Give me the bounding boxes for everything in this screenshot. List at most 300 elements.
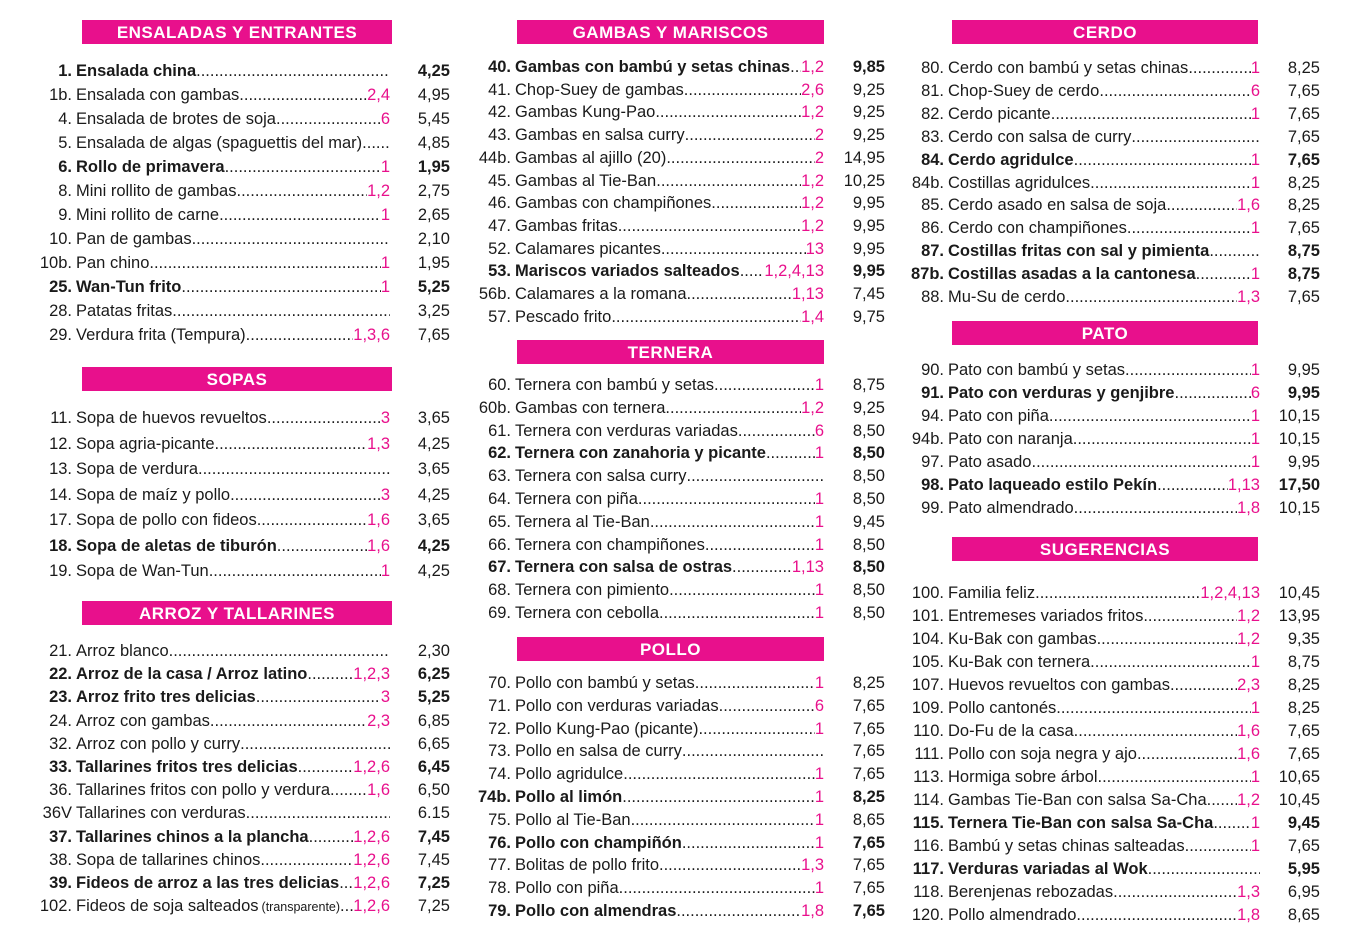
dot-leader: [738, 420, 815, 442]
item-number: 24.: [49, 712, 72, 730]
item-name: Sopa de pollo con fideos: [76, 511, 257, 529]
item-name: Ku-Bak con ternera: [948, 653, 1091, 671]
item-name: Sopa de aletas de tiburón: [76, 537, 277, 555]
item-price: 5,95: [1287, 860, 1320, 878]
dot-leader: [1209, 240, 1260, 262]
menu-item: [466, 786, 885, 808]
item-number: 10b.: [39, 254, 72, 272]
menu-item: [900, 697, 1320, 719]
dot-leader: [655, 101, 801, 123]
dot-leader: [1196, 263, 1251, 285]
item-price: 9,75: [852, 308, 885, 326]
menu-item: [30, 802, 450, 824]
item-number: 107.: [911, 676, 944, 694]
item-name: Arroz frito tres delicias: [76, 688, 256, 706]
dot-leader: [1137, 743, 1237, 765]
dot-leader: [172, 300, 390, 322]
item-number: 22.: [49, 665, 72, 683]
item-name: Ku-Bak con gambas: [948, 630, 1097, 648]
menu-item: [30, 433, 450, 455]
menu-item: [900, 766, 1320, 788]
dot-leader: [618, 215, 801, 237]
item-name: Pollo al limón: [515, 788, 623, 806]
menu-item: [30, 509, 450, 531]
dot-leader: [149, 252, 380, 274]
item-allergens: 1: [380, 158, 390, 176]
item-allergens: 3: [380, 486, 390, 504]
item-price: 4,25: [417, 62, 450, 80]
dot-leader: [1175, 382, 1251, 404]
item-number: 1.: [58, 62, 72, 80]
item-name: Mini rollito de gambas: [76, 182, 237, 200]
menu-item: [30, 640, 450, 662]
item-price: 9,95: [1287, 384, 1320, 402]
item-number: 19.: [49, 562, 72, 580]
dot-leader: [684, 79, 801, 101]
item-price: 8,50: [852, 490, 885, 508]
item-number: 113.: [913, 768, 944, 786]
item-price: 10,45: [1278, 584, 1320, 602]
dot-leader: [1170, 674, 1237, 696]
dot-leader: [1031, 451, 1250, 473]
menu-item: [466, 79, 885, 101]
menu-item: [900, 428, 1320, 450]
menu-item: [900, 80, 1320, 102]
dot-leader: [1090, 172, 1251, 194]
item-name: Pollo Kung-Pao (picante): [515, 720, 699, 738]
menu-item: [466, 238, 885, 260]
item-price: 8,25: [1287, 174, 1320, 192]
item-number: 23.: [49, 688, 72, 706]
section-header-pato: PATO: [952, 321, 1258, 345]
item-number: 94.: [921, 407, 944, 425]
dot-leader: [330, 779, 367, 801]
menu-item: [900, 835, 1320, 857]
item-price: 8,75: [1287, 653, 1320, 671]
item-number: 40.: [488, 58, 511, 76]
item-price: 3,65: [417, 460, 450, 478]
dot-leader: [257, 509, 367, 531]
menu-item: [900, 217, 1320, 239]
item-allergens: 1,3: [1237, 883, 1260, 901]
item-allergens: 1: [1250, 453, 1260, 471]
item-name: Verduras variadas al Wok: [948, 860, 1148, 878]
menu-item: [30, 484, 450, 506]
item-name: Arroz de la casa / Arroz latino: [76, 665, 308, 683]
item-price: 13,95: [1278, 607, 1320, 625]
item-number: 46.: [488, 194, 511, 212]
item-number: 110.: [913, 722, 944, 740]
item-name: Tallarines chinos a la plancha: [76, 828, 309, 846]
item-number: 63.: [488, 467, 511, 485]
item-number: 87b.: [910, 265, 944, 283]
item-name: Pato asado: [948, 453, 1032, 471]
menu-item: [466, 215, 885, 237]
dot-leader: [1065, 286, 1237, 308]
item-name: Tallarines con verduras: [76, 804, 246, 822]
dot-leader: [714, 374, 815, 396]
item-price: 8,25: [852, 788, 885, 806]
item-price: 9,25: [852, 103, 885, 121]
item-allergens: 1,2,4,13: [1200, 584, 1260, 602]
menu-item: [466, 124, 885, 146]
item-allergens: 1,13: [1227, 476, 1260, 494]
item-price: 10,25: [843, 172, 885, 190]
menu-item: [30, 252, 450, 274]
item-name: Pato laqueado estilo Pekín: [948, 476, 1158, 494]
menu-item: [30, 407, 450, 429]
dot-leader: [198, 458, 390, 480]
dot-leader: [1097, 628, 1237, 650]
item-allergens: 1,13: [791, 285, 824, 303]
item-price: 10,15: [1278, 407, 1320, 425]
item-price: 2,65: [417, 206, 450, 224]
menu-item: [466, 534, 885, 556]
item-price: 7,45: [417, 851, 450, 869]
dot-leader: [196, 60, 390, 82]
menu-item: [900, 359, 1320, 381]
item-name: Berenjenas rebozadas: [948, 883, 1114, 901]
item-price: 7,25: [417, 874, 450, 892]
item-allergens: 1: [1250, 219, 1260, 237]
item-name: Gambas con ternera: [515, 399, 666, 417]
dot-leader: [705, 534, 815, 556]
item-allergens: 1,6: [367, 781, 390, 799]
dot-leader: [1097, 766, 1250, 788]
item-number: 13.: [49, 460, 72, 478]
menu-item: [466, 56, 885, 78]
item-price: 8,25: [1287, 676, 1320, 694]
item-allergens: 1,8: [1237, 906, 1260, 924]
item-number: 33.: [49, 758, 72, 776]
dot-leader: [309, 826, 354, 848]
item-number: 53.: [488, 262, 511, 280]
item-number: 8.: [58, 182, 72, 200]
item-number: 88.: [921, 288, 944, 306]
item-allergens: 6: [1250, 82, 1260, 100]
item-price: 7,65: [1287, 219, 1320, 237]
item-price: 7,65: [852, 765, 885, 783]
item-name: Pollo agridulce: [515, 765, 624, 783]
item-number: 43.: [488, 126, 511, 144]
item-note: (transparente): [261, 900, 341, 914]
item-allergens: 1,2: [801, 217, 824, 235]
menu-item: [466, 672, 885, 694]
menu-item: [30, 686, 450, 708]
menu-item: [466, 442, 885, 464]
dot-leader: [661, 238, 806, 260]
dot-leader: [219, 204, 381, 226]
menu-item: [30, 276, 450, 298]
item-number: 85.: [921, 196, 944, 214]
item-allergens: 1: [814, 581, 824, 599]
menu-item: [900, 382, 1320, 404]
menu-item: [900, 149, 1320, 171]
dot-leader: [659, 602, 815, 624]
menu-item: [900, 474, 1320, 496]
item-price: 14,95: [843, 149, 885, 167]
item-number: 97.: [921, 453, 944, 471]
item-price: 8,25: [1287, 196, 1320, 214]
item-name: Pollo con almendras: [515, 902, 677, 920]
menu-item: [900, 651, 1320, 673]
dot-leader: [611, 306, 801, 328]
item-allergens: 1,6: [367, 511, 390, 529]
item-allergens: 6: [380, 110, 390, 128]
menu-item: [30, 710, 450, 732]
item-price: 7,65: [1287, 82, 1320, 100]
item-number: 17.: [49, 511, 72, 529]
dot-leader: [682, 832, 815, 854]
item-allergens: 1: [380, 206, 390, 224]
item-price: 2,75: [417, 182, 450, 200]
dot-leader: [1157, 474, 1228, 496]
item-name: Cerdo con salsa de curry: [948, 128, 1132, 146]
item-allergens: 1: [814, 376, 824, 394]
item-name: Rollo de primavera: [76, 158, 225, 176]
menu-item: [900, 497, 1320, 519]
menu-item: [30, 324, 450, 346]
item-price: 8,50: [852, 558, 885, 576]
item-name: Cerdo picante: [948, 105, 1051, 123]
item-name: Cerdo asado en salsa de soja: [948, 196, 1167, 214]
dot-leader: [1166, 194, 1237, 216]
item-allergens: 1,2: [801, 399, 824, 417]
item-price: 4,25: [417, 537, 450, 555]
dot-leader: [682, 740, 824, 762]
section-header-ensaladas-y-entrantes: ENSALADAS Y ENTRANTES: [82, 20, 392, 44]
dot-leader: [1090, 651, 1251, 673]
item-allergens: 1,2: [801, 172, 824, 190]
item-price: 7,65: [1287, 105, 1320, 123]
item-price: 10,65: [1278, 768, 1320, 786]
item-number: 74.: [488, 765, 511, 783]
dot-leader: [1143, 605, 1237, 627]
item-price: 7,65: [852, 834, 885, 852]
dot-leader: [1074, 720, 1237, 742]
item-allergens: 2: [814, 149, 824, 167]
menu-item: [30, 156, 450, 178]
item-number: 78.: [488, 879, 511, 897]
dot-leader: [1188, 57, 1251, 79]
item-price: 8,65: [852, 811, 885, 829]
item-allergens: 1: [814, 490, 824, 508]
item-number: 111.: [914, 745, 944, 763]
menu-item: [466, 306, 885, 328]
item-number: 38.: [49, 851, 72, 869]
item-allergens: 1,2: [1237, 607, 1260, 625]
menu-item: [900, 904, 1320, 926]
item-allergens: 1,8: [801, 902, 824, 920]
menu-item: [30, 895, 450, 917]
menu-item: [466, 763, 885, 785]
item-name: Pollo cantonés: [948, 699, 1057, 717]
item-name: Gambas al Tie-Ban: [515, 172, 657, 190]
item-name: Mu-Su de cerdo: [948, 288, 1066, 306]
item-price: 7,65: [852, 902, 885, 920]
item-price: 6,45: [417, 758, 450, 776]
item-price: 9,95: [1287, 453, 1320, 471]
item-name: Calamares a la romana: [515, 285, 687, 303]
item-number: 99.: [921, 499, 944, 517]
menu-item: [30, 733, 450, 755]
item-name: Costillas fritas con sal y pimienta: [948, 242, 1210, 260]
section-header-cerdo: CERDO: [952, 20, 1258, 44]
item-number: 117.: [912, 860, 944, 878]
dot-leader: [215, 433, 368, 455]
item-price: 1,95: [417, 158, 450, 176]
item-allergens: 2,3: [367, 712, 390, 730]
dot-leader: [622, 786, 815, 808]
item-price: 3,65: [417, 409, 450, 427]
item-number: 120.: [911, 906, 944, 924]
dot-leader: [1127, 217, 1251, 239]
item-allergens: 1: [1250, 59, 1260, 77]
item-name: Hormiga sobre árbol: [948, 768, 1098, 786]
dot-leader: [225, 156, 381, 178]
item-number: 14.: [49, 486, 72, 504]
item-name: Gambas fritas: [515, 217, 618, 235]
item-name: Pan chino: [76, 254, 150, 272]
item-price: 5,45: [417, 110, 450, 128]
item-number: 56b.: [478, 285, 511, 303]
item-name: Mini rollito de carne: [76, 206, 220, 224]
item-number: 9.: [58, 206, 72, 224]
item-name: Arroz blanco: [76, 642, 169, 660]
dot-leader: [267, 407, 381, 429]
item-name: Sopa de huevos revueltos: [76, 409, 267, 427]
item-name: Pollo con bambú y setas: [515, 674, 695, 692]
item-name: Pollo en salsa de curry: [515, 742, 682, 760]
dot-leader: [623, 763, 815, 785]
item-price: 6,85: [417, 712, 450, 730]
item-name: Tallarines fritos con pollo y verdura: [76, 781, 331, 799]
item-name: Ternera con champiñones: [515, 536, 705, 554]
item-name: Bolitas de pollo frito: [515, 856, 659, 874]
menu-item: [466, 283, 885, 305]
item-allergens: 1,6: [1237, 745, 1260, 763]
item-price: 7,65: [1287, 722, 1320, 740]
item-number: 87.: [921, 242, 944, 260]
menu-item: [466, 170, 885, 192]
dot-leader: [1207, 789, 1237, 811]
item-allergens: 1: [1250, 105, 1260, 123]
item-allergens: 1: [380, 562, 390, 580]
menu-item: [30, 663, 450, 685]
item-allergens: 1: [814, 720, 824, 738]
item-price: 8,50: [852, 536, 885, 554]
item-allergens: 1,2,6: [353, 758, 390, 776]
menu-item: [466, 809, 885, 831]
item-price: 10,45: [1278, 791, 1320, 809]
item-name: Sopa de Wan-Tun: [76, 562, 209, 580]
item-name: Cerdo con bambú y setas chinas: [948, 59, 1189, 77]
item-number: 80.: [921, 59, 944, 77]
item-price: 7,65: [417, 326, 450, 344]
menu-item: [466, 900, 885, 922]
item-name: Chop-Suey de gambas: [515, 81, 684, 99]
item-price: 9,45: [852, 513, 885, 531]
item-price: 2,10: [417, 230, 450, 248]
menu-item: [900, 126, 1320, 148]
dot-leader: [260, 849, 353, 871]
item-price: 5,25: [417, 688, 450, 706]
dot-leader: [740, 260, 765, 282]
item-price: 7,25: [417, 897, 450, 915]
dot-leader: [237, 180, 368, 202]
menu-item: [900, 103, 1320, 125]
item-price: 3,65: [417, 511, 450, 529]
item-name: Costillas asadas a la cantonesa: [948, 265, 1196, 283]
menu-item: [900, 240, 1320, 262]
item-price: 7,65: [1287, 745, 1320, 763]
menu-item: [466, 556, 885, 578]
item-name: Pato con bambú y setas: [948, 361, 1126, 379]
item-price: 8,50: [852, 444, 885, 462]
menu-item: [30, 779, 450, 801]
item-number: 91.: [921, 384, 944, 402]
dot-leader: [210, 710, 367, 732]
item-price: 6.15: [417, 804, 450, 822]
item-number: 86.: [921, 219, 944, 237]
item-price: 7,45: [417, 828, 450, 846]
item-allergens: 1,2: [1237, 630, 1260, 648]
item-number: 28.: [49, 302, 72, 320]
dot-leader: [240, 733, 390, 755]
dot-leader: [1049, 405, 1251, 427]
item-allergens: 13: [805, 240, 824, 258]
item-allergens: 1,2,6: [353, 874, 390, 892]
item-allergens: 1: [1250, 174, 1260, 192]
item-name: Gambas Kung-Pao: [515, 103, 656, 121]
dot-leader: [1074, 497, 1237, 519]
menu-item: [900, 812, 1320, 834]
item-name: Pato almendrado: [948, 499, 1074, 517]
dot-leader: [695, 672, 815, 694]
menu-item: [900, 881, 1320, 903]
menu-item: [466, 101, 885, 123]
item-name: Arroz con pollo y curry: [76, 735, 241, 753]
menu-item: [30, 228, 450, 250]
dot-leader: [209, 560, 381, 582]
dot-leader: [239, 84, 367, 106]
item-name: Cerdo con champiñones: [948, 219, 1127, 237]
menu-item: [466, 511, 885, 533]
item-allergens: 1,6: [1237, 196, 1260, 214]
item-number: 73.: [488, 742, 511, 760]
dot-leader: [1035, 582, 1200, 604]
item-allergens: 1: [1250, 151, 1260, 169]
menu-item: [30, 458, 450, 480]
dot-leader: [256, 686, 381, 708]
dot-leader: [666, 147, 815, 169]
item-name: Gambas con bambú y setas chinas: [515, 58, 791, 76]
item-number: 72.: [488, 720, 511, 738]
item-name: Pato con naranja: [948, 430, 1073, 448]
item-allergens: 1: [1250, 768, 1260, 786]
item-allergens: 1: [814, 444, 824, 462]
item-price: 6,25: [417, 665, 450, 683]
item-number: 116.: [913, 837, 944, 855]
dot-leader: [687, 283, 792, 305]
item-allergens: 1,2: [801, 194, 824, 212]
menu-item: [900, 628, 1320, 650]
item-number: 11.: [50, 409, 72, 427]
item-name: Do-Fu de la casa: [948, 722, 1074, 740]
dot-leader: [638, 488, 815, 510]
item-number: 115.: [912, 814, 944, 832]
item-price: 4,25: [417, 435, 450, 453]
